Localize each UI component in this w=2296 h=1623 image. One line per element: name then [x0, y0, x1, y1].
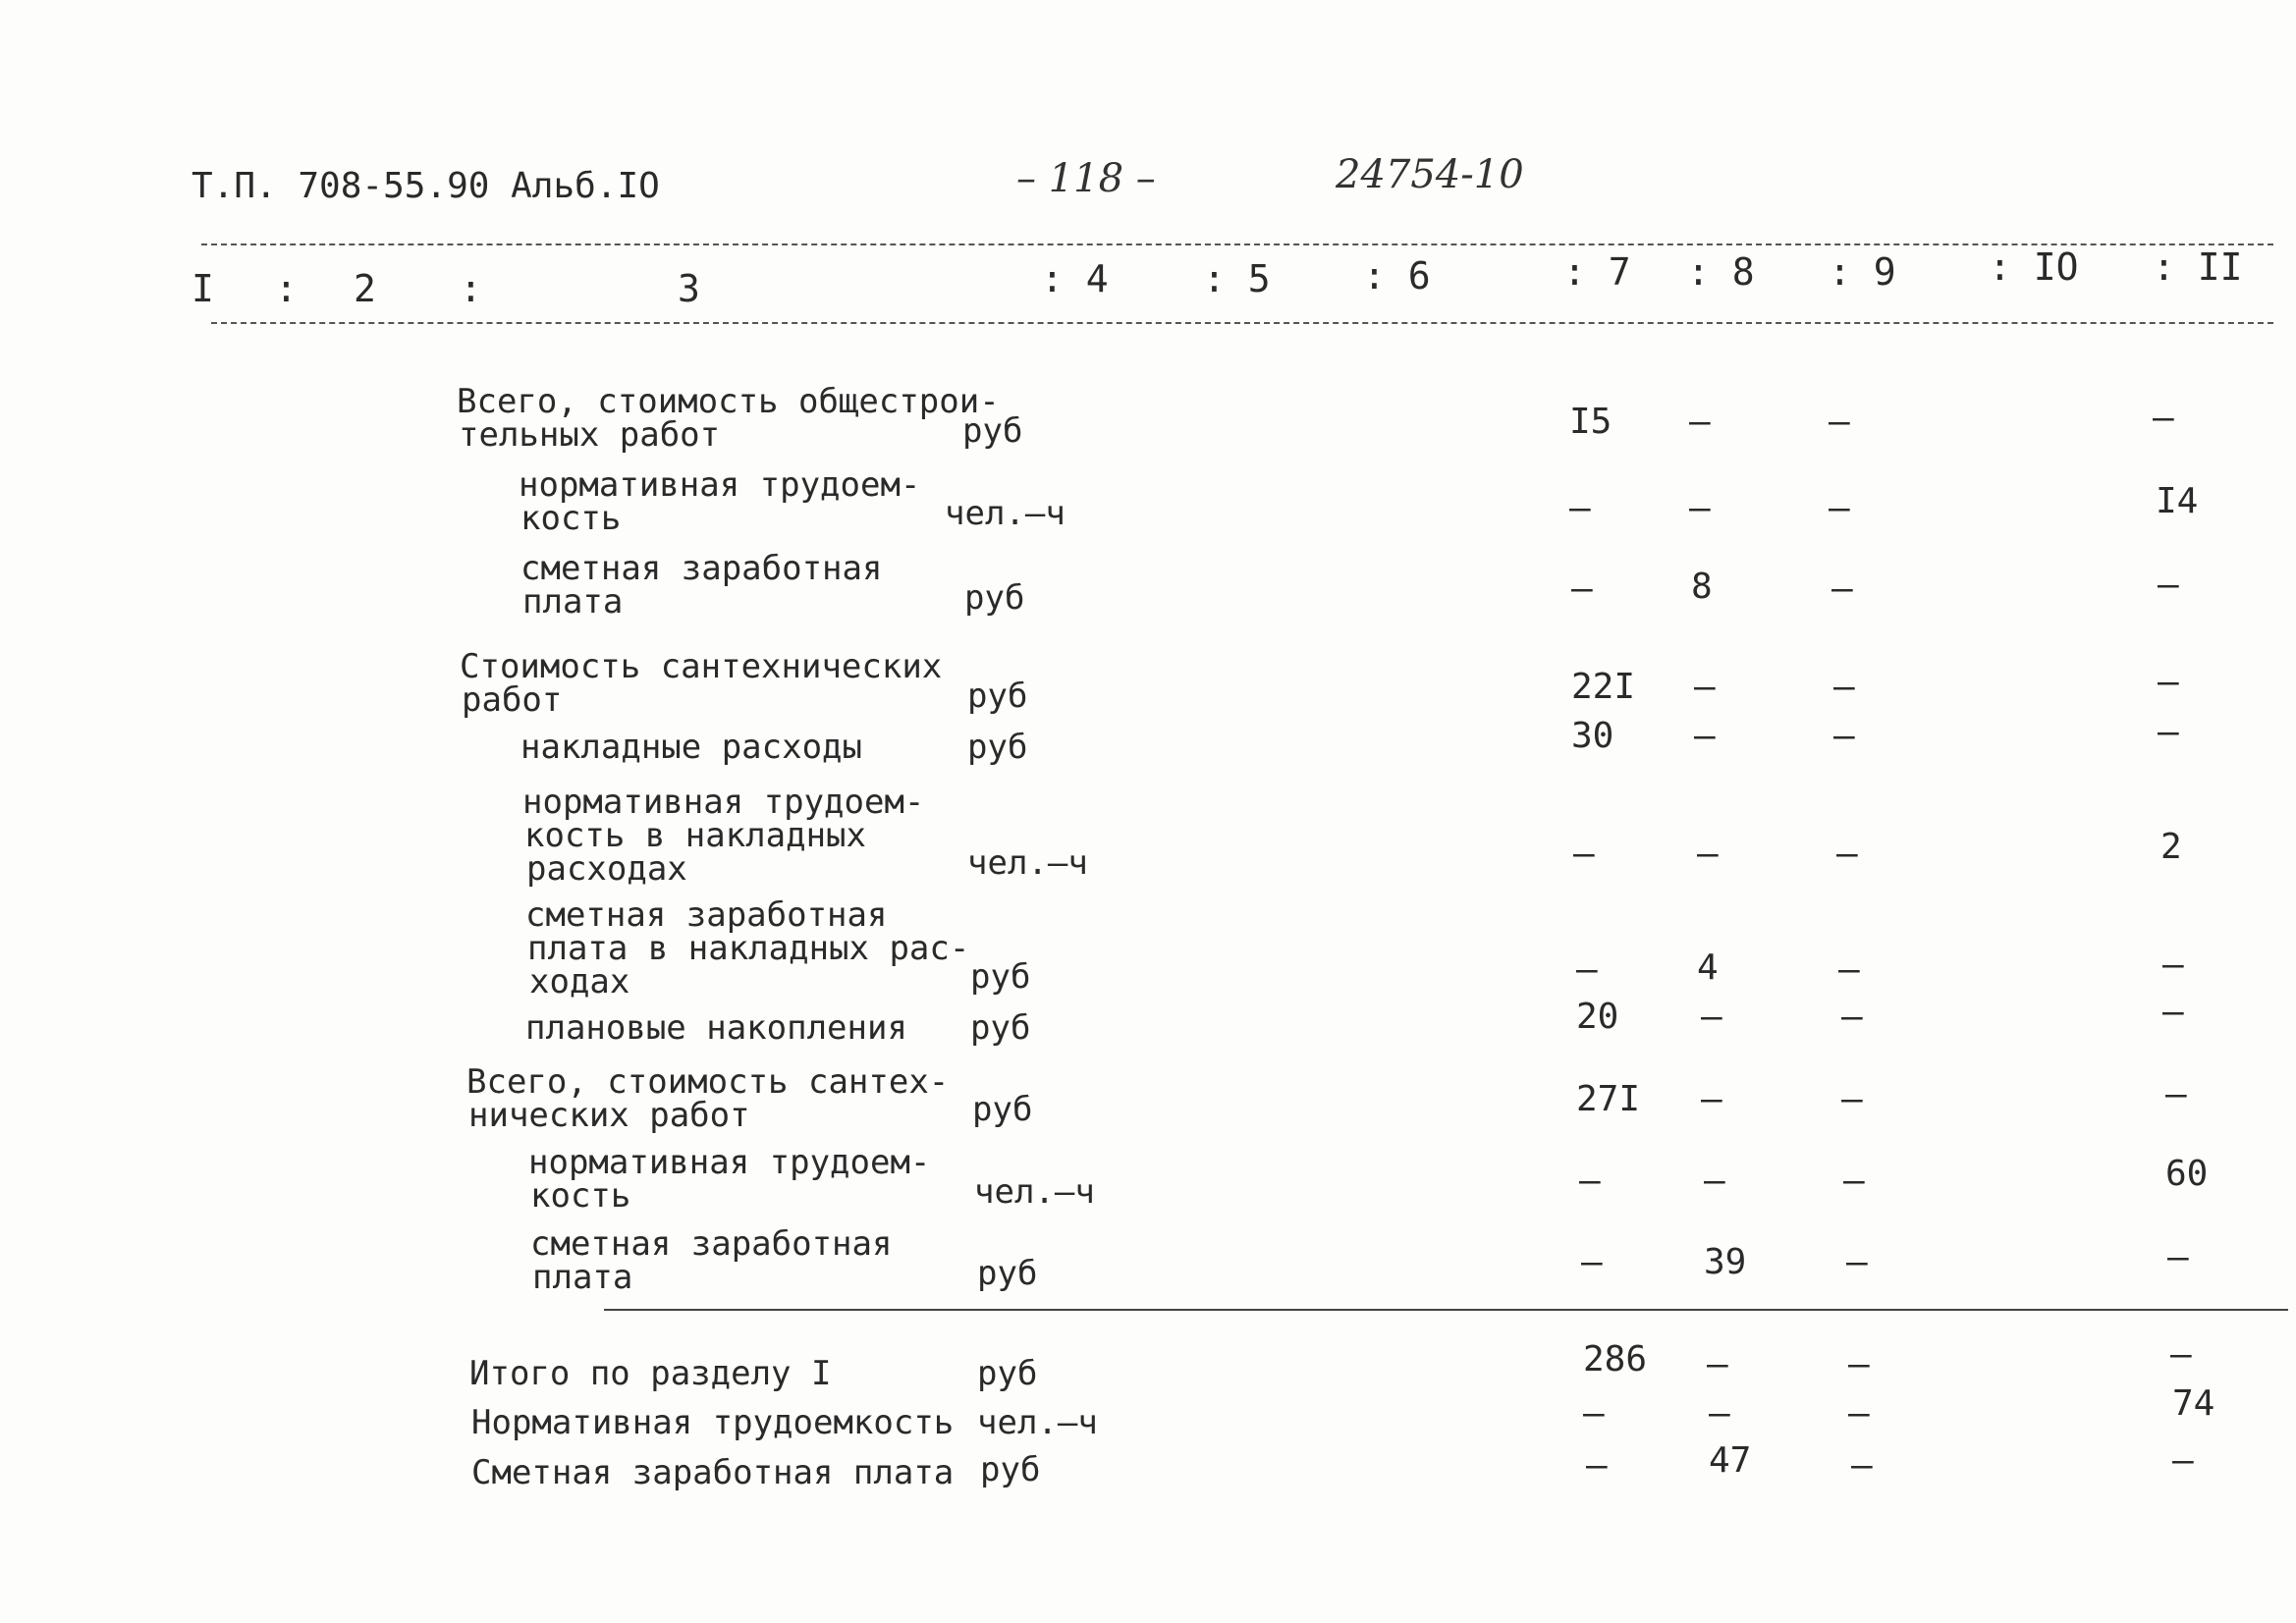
row-description-line: накладные расходы	[520, 728, 862, 767]
cell-col11: –	[2158, 712, 2179, 752]
cell-col7: 286	[1583, 1339, 1648, 1380]
handwritten-number: 24754-10	[1336, 152, 1524, 197]
column-number: : 6	[1363, 254, 1431, 298]
cell-col7: –	[1581, 1242, 1603, 1282]
cell-col9: –	[1843, 1161, 1865, 1201]
cell-col11: –	[2167, 1237, 2189, 1277]
cell-col7: 20	[1576, 997, 1619, 1037]
cell-col7: –	[1569, 488, 1591, 528]
cell-col9: –	[1848, 1393, 1870, 1434]
cell-col8: –	[1707, 1344, 1728, 1384]
cell-col8: 4	[1697, 947, 1719, 988]
row-description-line: сметная заработная	[520, 549, 883, 588]
column-number: I	[191, 267, 214, 310]
column-number: 3	[678, 267, 700, 310]
row-description-line: кость	[520, 499, 622, 538]
cell-col9: –	[1838, 949, 1860, 990]
cell-col11: 60	[2165, 1154, 2209, 1194]
row-description-line: сметная заработная	[525, 895, 888, 935]
column-number: : 7	[1563, 250, 1631, 294]
cell-col9: –	[1829, 488, 1850, 528]
cell-col11: –	[2158, 662, 2179, 702]
cell-col8: –	[1704, 1161, 1725, 1201]
row-unit: руб	[967, 728, 1028, 767]
row-description-line: сметная заработная	[530, 1224, 893, 1264]
row-description-line: Всего, стоимость общестрои-	[457, 382, 1000, 421]
column-number: : II	[2153, 245, 2243, 289]
row-description-line: нических работ	[468, 1096, 750, 1135]
row-unit: руб	[970, 957, 1031, 997]
row-description-line: Нормативная трудоемкость	[471, 1403, 955, 1442]
cell-col8: –	[1689, 488, 1711, 528]
column-number: : 4	[1041, 257, 1109, 300]
cell-col9: –	[1831, 568, 1853, 609]
cell-col11: –	[2162, 945, 2184, 985]
column-number: : 5	[1203, 257, 1271, 300]
row-unit: чел.–ч	[967, 843, 1088, 883]
cell-col11: –	[2153, 398, 2174, 438]
row-description-line: Итого по разделу I	[469, 1354, 832, 1393]
row-description-line: кость	[530, 1176, 631, 1216]
column-number: : 9	[1829, 250, 1896, 294]
cell-col8: –	[1701, 1079, 1722, 1119]
cell-col11: –	[2162, 992, 2184, 1032]
cell-col11: –	[2165, 1074, 2187, 1114]
row-description-line: Сметная заработная плата	[471, 1453, 955, 1492]
cell-col7: 27I	[1576, 1079, 1641, 1119]
row-unit: руб	[962, 411, 1023, 451]
cell-col8: –	[1701, 997, 1722, 1037]
row-unit: чел.–ч	[945, 494, 1066, 533]
cell-col11: I4	[2156, 481, 2199, 521]
cell-col11: –	[2172, 1440, 2194, 1481]
row-unit: руб	[964, 578, 1025, 618]
cell-col11: –	[2170, 1334, 2192, 1375]
row-description-line: работ	[462, 680, 563, 720]
row-description-line: нормативная трудоем-	[519, 465, 921, 505]
cell-col9: –	[1841, 997, 1863, 1037]
cell-col11: 74	[2172, 1383, 2215, 1424]
cell-col11: 2	[2160, 827, 2182, 867]
header-bottom-rule	[211, 322, 2273, 324]
cell-col7: –	[1576, 949, 1598, 990]
row-description-line: плановые накопления	[525, 1008, 907, 1048]
row-description-line: Стоимость сантехнических	[460, 647, 943, 686]
cell-col7: I5	[1569, 402, 1613, 442]
cell-col7: –	[1573, 834, 1595, 874]
row-unit: руб	[972, 1090, 1033, 1129]
row-description-line: нормативная трудоем-	[522, 783, 925, 822]
cell-col7: –	[1586, 1445, 1608, 1486]
row-description-line: нормативная трудоем-	[528, 1143, 931, 1182]
cell-col7: 30	[1571, 716, 1614, 756]
cell-col8: –	[1694, 716, 1716, 756]
row-unit: руб	[967, 676, 1028, 716]
cell-col8: –	[1694, 667, 1716, 707]
row-unit: руб	[980, 1450, 1041, 1489]
cell-col8: –	[1689, 402, 1711, 442]
header-top-rule	[201, 243, 2273, 245]
column-number: 2	[354, 267, 376, 310]
column-number: : 8	[1687, 250, 1755, 294]
row-description-line: плата	[532, 1258, 633, 1297]
row-unit: чел.–ч	[974, 1172, 1095, 1212]
row-unit: чел.–ч	[977, 1403, 1098, 1442]
row-description-line: Всего, стоимость сантех-	[466, 1062, 950, 1102]
row-description-line: ходах	[529, 962, 630, 1001]
row-unit: руб	[977, 1254, 1038, 1293]
page-number: – 118 –	[1016, 156, 1156, 201]
row-description-line: кость в накладных	[524, 816, 866, 855]
cell-col9: –	[1836, 834, 1858, 874]
cell-col7: –	[1579, 1161, 1601, 1201]
cell-col7: –	[1583, 1393, 1605, 1434]
cell-col11: –	[2158, 565, 2179, 605]
row-description-line: плата в накладных рас-	[527, 929, 970, 968]
row-unit: руб	[977, 1354, 1038, 1393]
row-description-line: тельных работ	[459, 415, 721, 455]
column-number: :	[275, 267, 298, 310]
cell-col9: –	[1833, 667, 1855, 707]
cell-col8: 8	[1691, 567, 1713, 607]
document-code: Т.П. 708-55.90 Альб.IO	[191, 166, 660, 206]
totals-separator-rule	[604, 1309, 2288, 1311]
cell-col8: 39	[1704, 1242, 1747, 1282]
row-unit: руб	[970, 1008, 1031, 1048]
cell-col9: –	[1848, 1344, 1870, 1384]
cell-col9: –	[1851, 1445, 1873, 1486]
cell-col8: –	[1709, 1393, 1730, 1434]
column-number: :	[460, 267, 482, 310]
row-description-line: расходах	[526, 849, 687, 889]
cell-col9: –	[1829, 402, 1850, 442]
cell-col7: 22I	[1571, 667, 1636, 707]
cell-col9: –	[1833, 716, 1855, 756]
row-description-line: плата	[522, 582, 624, 622]
cell-col9: –	[1841, 1079, 1863, 1119]
column-number: : IO	[1989, 245, 2079, 289]
cell-col7: –	[1571, 568, 1593, 609]
cell-col9: –	[1846, 1242, 1868, 1282]
cell-col8: –	[1697, 834, 1719, 874]
cell-col8: 47	[1709, 1440, 1752, 1481]
